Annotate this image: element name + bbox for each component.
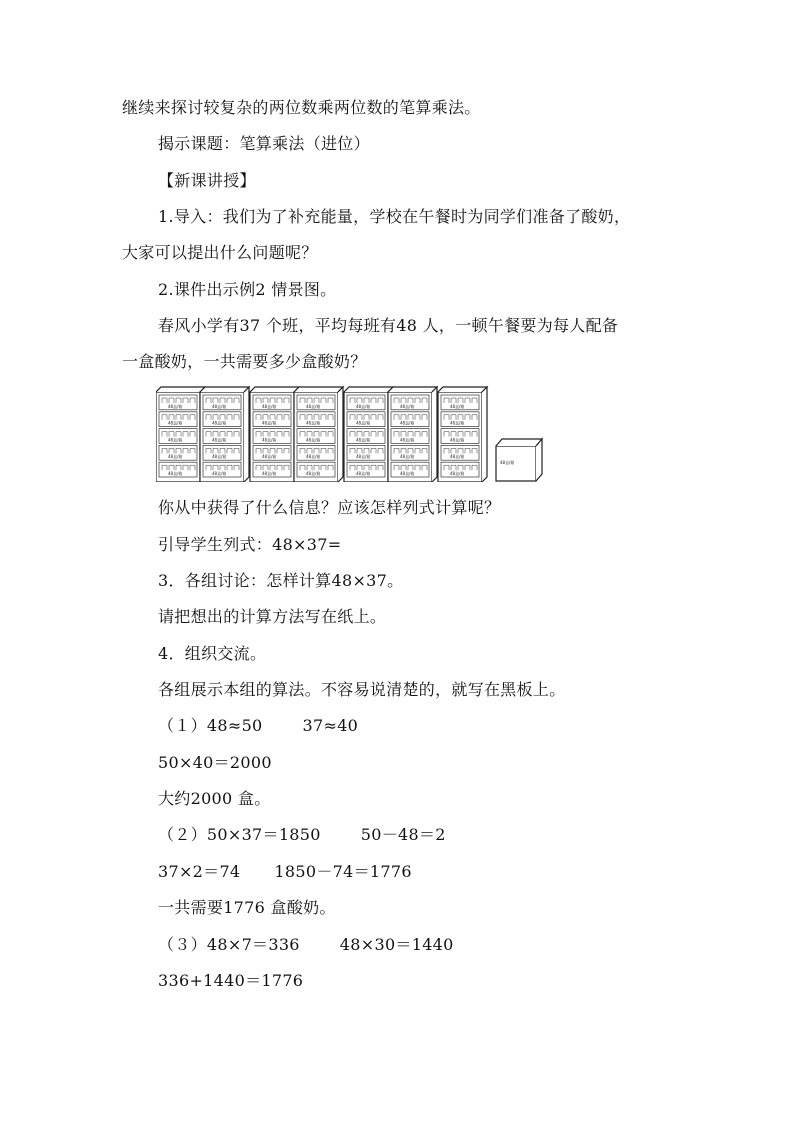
carton-label: 48盒/箱 <box>306 403 321 409</box>
yogurt-carton <box>297 395 335 410</box>
loose-yogurt-box <box>496 439 542 481</box>
carton-label: 48盒/箱 <box>450 420 465 426</box>
carton-label: 48盒/箱 <box>306 420 321 426</box>
carton-label: 48盒/箱 <box>450 403 465 409</box>
problem-text: 一盒酸奶，一共需要多少盒酸奶？ <box>122 352 367 371</box>
carton-label: 48盒/箱 <box>212 403 227 409</box>
yogurt-carton <box>203 462 241 477</box>
method-2-calc <box>158 861 412 883</box>
method-1-calc: 50×40＝2000 <box>158 753 272 772</box>
method-1-step: （１）48≈50 <box>158 716 263 735</box>
carton-label: 48盒/箱 <box>400 420 415 426</box>
yogurt-carton <box>347 429 385 444</box>
yogurt-crate <box>294 387 343 482</box>
yogurt-carton <box>253 462 291 477</box>
yogurt-crate <box>344 387 393 482</box>
yogurt-carton <box>347 395 385 410</box>
carton-label: 48盒/箱 <box>356 420 371 426</box>
carton-label: 48盒/箱 <box>306 454 321 460</box>
yogurt-carton <box>253 445 291 460</box>
carton-label: 48盒/箱 <box>356 403 371 409</box>
text-line: 请把想出的计算方法写在纸上。 <box>158 607 387 626</box>
method-2-step: 37×2＝74 <box>158 862 241 881</box>
method-2-step: （２）50×37＝1850 <box>158 825 321 844</box>
yogurt-carton <box>391 395 429 410</box>
carton-label: 48盒/箱 <box>262 471 277 476</box>
yogurt-crate <box>200 387 249 482</box>
carton-label: 48盒/箱 <box>212 420 227 426</box>
yogurt-carton <box>347 462 385 477</box>
yogurt-carton <box>159 462 197 477</box>
problem-text: 春风小学有37 个班，平均每班有48 人，一顿午餐要为每人配备 <box>158 316 619 335</box>
method-2-result: 一共需要1776 盒酸奶。 <box>158 898 336 917</box>
text-line: 你从中获得了什么信息？应该怎样列式计算呢？ <box>158 498 501 517</box>
section-heading: 【新课讲授】 <box>158 171 256 190</box>
carton-label: 48盒/箱 <box>306 437 321 443</box>
method-2 <box>158 824 446 846</box>
method-2-step: 1850－74＝1776 <box>274 862 412 881</box>
yogurt-carton <box>347 445 385 460</box>
carton-label: 48盒/箱 <box>262 420 277 426</box>
yogurt-carton <box>297 445 335 460</box>
yogurt-carton <box>441 462 479 477</box>
yogurt-carton <box>441 395 479 410</box>
text-line: 大家可以提出什么问题呢？ <box>122 243 318 262</box>
yogurt-carton <box>203 429 241 444</box>
yogurt-carton <box>159 412 197 427</box>
method-3-step: （３）48×7＝336 <box>158 935 300 954</box>
yogurt-carton <box>159 395 197 410</box>
carton-label: 48盒/箱 <box>262 403 277 409</box>
carton-label: 48盒/箱 <box>450 454 465 460</box>
method-3-calc: 336+1440＝1776 <box>158 971 304 990</box>
yogurt-carton <box>253 395 291 410</box>
yogurt-carton <box>441 429 479 444</box>
yogurt-carton <box>203 445 241 460</box>
yogurt-carton <box>297 429 335 444</box>
carton-label: 48盒/箱 <box>168 437 183 443</box>
yogurt-carton <box>391 412 429 427</box>
yogurt-crates-figure <box>156 386 548 482</box>
yogurt-carton <box>391 429 429 444</box>
text-line: 4．组织交流。 <box>158 644 267 663</box>
method-1-step: 37≈40 <box>302 716 359 735</box>
carton-label: 48盒/箱 <box>400 403 415 409</box>
text-line: 2.课件出示例2 情景图。 <box>158 280 337 299</box>
lesson-topic: 揭示课题：笔算乘法（进位） <box>158 134 370 153</box>
yogurt-carton <box>253 429 291 444</box>
yogurt-carton <box>441 412 479 427</box>
text-line: 1.导入：我们为了补充能量，学校在午餐时为同学们准备了酸奶， <box>158 207 631 226</box>
carton-label: 48盒/箱 <box>212 437 227 443</box>
yogurt-carton <box>391 445 429 460</box>
carton-label: 48盒/箱 <box>356 437 371 443</box>
carton-label: 48盒/箱 <box>400 437 415 443</box>
carton-label: 48盒/箱 <box>262 437 277 443</box>
yogurt-carton <box>203 395 241 410</box>
carton-label: 48盒/箱 <box>168 454 183 460</box>
yogurt-carton <box>159 445 197 460</box>
yogurt-carton <box>203 412 241 427</box>
carton-label: 48盒/箱 <box>262 454 277 460</box>
yogurt-carton <box>159 429 197 444</box>
carton-label: 48盒/箱 <box>168 420 183 426</box>
yogurt-carton <box>441 445 479 460</box>
carton-label: 48盒/箱 <box>212 471 227 476</box>
carton-label: 48盒/箱 <box>356 471 371 476</box>
method-3 <box>158 934 454 956</box>
yogurt-crate <box>388 387 437 482</box>
yogurt-crate <box>156 387 205 482</box>
yogurt-carton <box>347 412 385 427</box>
method-2-step: 50－48＝2 <box>360 825 446 844</box>
carton-label: 48盒/箱 <box>450 471 465 476</box>
yogurt-carton <box>297 462 335 477</box>
yogurt-crate <box>250 387 299 482</box>
text-line: 3．各组讨论：怎样计算48×37。 <box>158 571 404 590</box>
carton-label: 48盒/箱 <box>306 471 321 476</box>
text-line: 继续来探讨较复杂的两位数乘两位数的笔算乘法。 <box>122 98 481 117</box>
carton-label: 48盒/箱 <box>356 454 371 460</box>
carton-label: 48盒/箱 <box>168 471 183 476</box>
yogurt-carton <box>297 412 335 427</box>
text-line: 引导学生列式：48×37= <box>158 535 342 554</box>
method-1 <box>158 715 358 737</box>
carton-label: 48盒/箱 <box>212 454 227 460</box>
carton-label: 48盒/箱 <box>400 471 415 476</box>
yogurt-crate <box>438 387 487 482</box>
carton-label: 48盒/箱 <box>450 437 465 443</box>
yogurt-carton <box>391 462 429 477</box>
loose-box-label: 48盒/箱 <box>500 460 515 465</box>
text-line: 各组展示本组的算法。不容易说清楚的，就写在黑板上。 <box>158 680 566 699</box>
carton-label: 48盒/箱 <box>168 403 183 409</box>
method-1-result: 大约2000 盒。 <box>158 789 271 808</box>
yogurt-carton <box>253 412 291 427</box>
carton-label: 48盒/箱 <box>400 454 415 460</box>
method-3-step: 48×30＝1440 <box>339 935 454 954</box>
